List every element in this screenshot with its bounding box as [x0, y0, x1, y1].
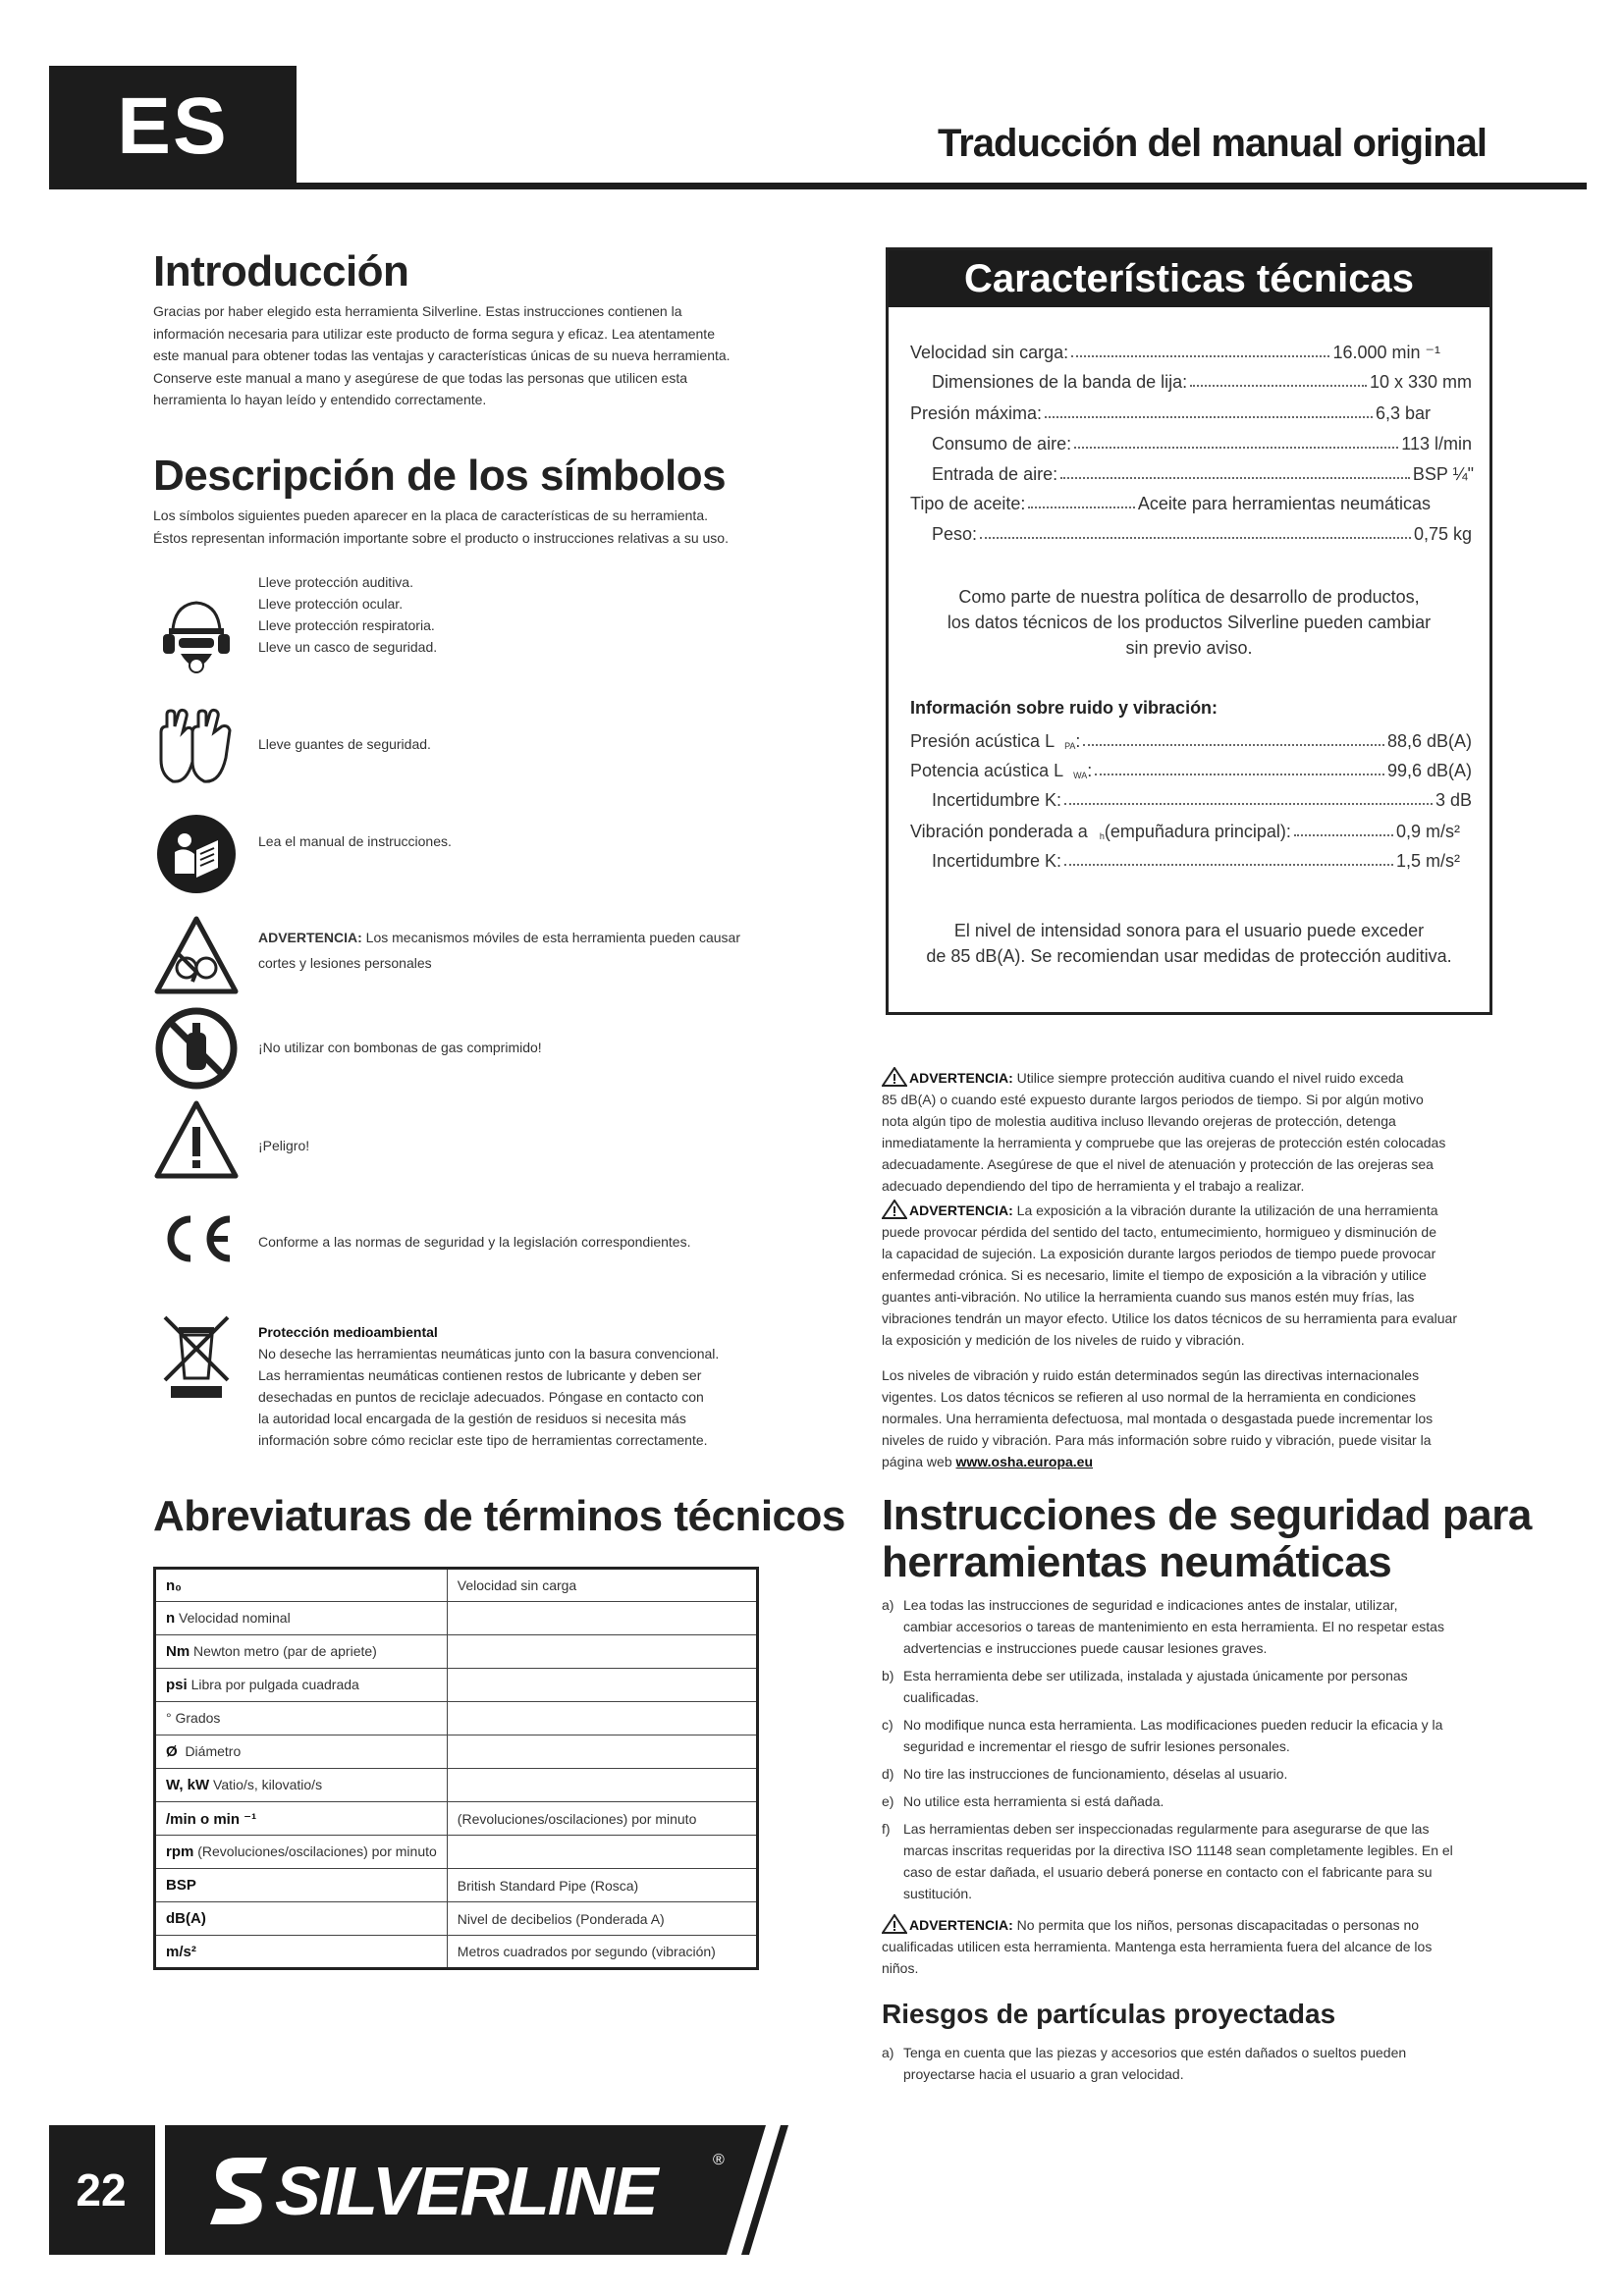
- warning-triangle-icon: [882, 1200, 907, 1219]
- gloves-icon: [153, 703, 240, 789]
- abbrev-term: rpm: [166, 1843, 194, 1860]
- warning-line: enfermedad crónica. Si es necesario, limite el tiempo de exposición a la vibración y utilice: [882, 1267, 1427, 1283]
- noise-note-line: de 85 dB(A). Se recomiendan usar medidas de protección auditiva.: [926, 946, 1452, 966]
- noise-note: [889, 918, 1489, 969]
- noise-row: Potencia acústica L $_{WA}$ : 99,6 dB(A): [910, 761, 1472, 780]
- spec-row: [932, 434, 1472, 454]
- noise-label-2: (empuñadura principal):: [1104, 822, 1291, 841]
- ppe-line: Lleve protección respiratoria.: [258, 617, 435, 633]
- abbrev-term-cell: [155, 1902, 448, 1936]
- table-row: [155, 1836, 758, 1869]
- noise-value: 3 dB: [1435, 790, 1472, 810]
- warning-line: adecuado dependiendo del tipo de herramienta y el trabajo a realizar.: [882, 1178, 1305, 1194]
- abbrev-term-cell: [155, 1602, 448, 1635]
- list-line: No utilice esta herramienta si está dañada.: [903, 1793, 1164, 1809]
- intro-line: herramienta lo hayan leído y entendido correctamente.: [153, 392, 487, 407]
- warning-line: la capacidad de sujeción. La exposición durante largos periodos de tiempo puede provocar: [882, 1246, 1436, 1261]
- abbrev-term-cell: [155, 1936, 448, 1969]
- abbrev-heading: Abreviaturas de términos técnicos: [153, 1492, 845, 1540]
- abbrev-description: Nivel de decibelios (Ponderada A): [447, 1902, 757, 1936]
- danger-text: ¡Peligro!: [258, 1138, 310, 1153]
- environment-line: la autoridad local encargada de la gestión de residuos si necesita más: [258, 1411, 686, 1426]
- table-row: [155, 1569, 758, 1602]
- list-item: [882, 1594, 1481, 1659]
- manual-text: Lea el manual de instrucciones.: [258, 833, 452, 849]
- list-line: cualificadas.: [903, 1689, 980, 1705]
- symbols-heading: Descripción de los símbolos: [153, 452, 727, 500]
- environment-line: información sobre cómo reciclar este tipo de herramientas correctamente.: [258, 1432, 708, 1448]
- intro-text: [153, 300, 742, 411]
- environment-line: No deseche las herramientas neumáticas junto con la basura convencional.: [258, 1346, 720, 1362]
- abbrev-term: BSP: [166, 1877, 196, 1894]
- list-item: [882, 1714, 1481, 1757]
- spec-row: [910, 403, 1431, 424]
- noise-row: [932, 851, 1460, 872]
- spec-value: BSP ¼": [1412, 464, 1474, 484]
- projected-particles-list: [882, 2042, 1481, 2091]
- symbols-intro-line: Éstos representan información importante sobre el producto o instrucciones relativas a su uso.: [153, 529, 729, 546]
- abbrev-table: [153, 1567, 759, 1970]
- intro-line: información necesaria para utilizar este producto de forma segura y eficaz. Lea atentamente: [153, 325, 715, 342]
- list-line: sustitución.: [903, 1886, 973, 1901]
- abbrev-description: (Revoluciones/oscilaciones) por minuto: [447, 1802, 757, 1836]
- noise-value: 0,9 m/s²: [1395, 822, 1460, 841]
- moving-parts-line: Los mecanismos móviles de esta herramienta pueden causar: [361, 930, 740, 945]
- safety-list: [882, 1594, 1481, 1910]
- warning-line: Utilice siempre protección auditiva cuando el nivel ruido exceda: [1012, 1070, 1404, 1086]
- abbrev-term-cell: [155, 1836, 448, 1869]
- children-warning: [882, 1914, 1481, 1979]
- abbrev-term: Ø: [166, 1743, 178, 1760]
- abbrev-description: [447, 1669, 757, 1702]
- moving-parts-line: cortes y lesiones personales: [258, 955, 432, 971]
- spec-label: Peso:: [932, 524, 978, 544]
- table-row: [155, 1735, 758, 1769]
- abbrev-inline-desc: Diámetro: [177, 1743, 242, 1759]
- table-row: [155, 1602, 758, 1635]
- abbrev-description: Velocidad sin carga: [447, 1569, 757, 1602]
- ce-text: Conforme a las normas de seguridad y la legislación correspondientes.: [258, 1234, 691, 1250]
- policy-line: los datos técnicos de los productos Silverline pueden cambiar: [947, 613, 1432, 632]
- environment-line: desechadas en puntos de reciclaje adecuados. Póngase en contacto con: [258, 1389, 704, 1405]
- paragraph-line: normales. Una herramienta defectuosa, mal montada o desgastada puede incrementar los: [882, 1411, 1434, 1426]
- warning-label: ADVERTENCIA:: [909, 1070, 1013, 1086]
- abbrev-term-cell: [155, 1735, 448, 1769]
- list-line: caso de estar dañada, el usuario deberá ponerse en contacto con el fabricante para su: [903, 1864, 1433, 1880]
- warning-line: inmediatamente la herramienta y compruebe que las orejeras de protección estén colocadas: [882, 1135, 1446, 1150]
- footer-separator: [155, 2125, 165, 2255]
- list-line: advertencias e instrucciones puede causar lesiones graves.: [903, 1640, 1268, 1656]
- abbrev-term-cell: [155, 1802, 448, 1836]
- list-item: [882, 2042, 1481, 2085]
- noise-row: [932, 790, 1472, 811]
- abbrev-term-cell: [155, 1569, 448, 1602]
- spec-row: [910, 343, 1440, 363]
- noise-label: Incertidumbre K:: [932, 851, 1062, 871]
- spec-policy-note: [889, 584, 1489, 661]
- noise-sub: h: [1099, 831, 1105, 841]
- vibration-warning: [882, 1200, 1481, 1351]
- ppe-line: Lleve un casco de seguridad.: [258, 639, 438, 655]
- intro-line: Gracias por haber elegido esta herramienta Silverline. Estas instrucciones contienen la: [153, 303, 682, 319]
- warning-label: ADVERTENCIA:: [909, 1917, 1013, 1933]
- warning-line: No permita que los niños, personas discapacitadas o personas no: [1012, 1917, 1420, 1933]
- table-row: [155, 1936, 758, 1969]
- table-row: [155, 1902, 758, 1936]
- spec-row: [910, 494, 1431, 514]
- spec-value: 16.000 min ⁻¹: [1332, 343, 1440, 362]
- intro-line: Conserve este manual a mano y asegúrese de que todas las personas que utilicen esta: [153, 369, 688, 386]
- list-line: Tenga en cuenta que las piezas y accesorios que estén dañados o sueltos pueden: [903, 2045, 1407, 2060]
- table-row: [155, 1702, 758, 1735]
- warning-line: puede provocar pérdida del sentido del tacto, entumecimiento, hormigueo y disminución de: [882, 1224, 1437, 1240]
- paragraph-line: niveles de ruido y vibración. Para más información sobre ruido y vibración, puede visitar la: [882, 1432, 1432, 1448]
- silverline-logo: [206, 2138, 736, 2242]
- warning-line: niños.: [882, 1960, 919, 1976]
- abbrev-description: [447, 1836, 757, 1869]
- abbrev-inline-desc: (Revoluciones/oscilaciones) por minuto: [193, 1843, 437, 1859]
- list-marker: a): [882, 1597, 894, 1613]
- no-gas-cylinder-icon: [153, 1005, 240, 1092]
- spec-value: 6,3 bar: [1375, 403, 1431, 423]
- logo-hook-icon: [206, 2146, 275, 2234]
- header-rule: [49, 183, 1587, 189]
- spec-row: [932, 464, 1474, 485]
- noise-value: 99,6 dB(A): [1386, 761, 1472, 780]
- noise-label: Potencia acústica L: [910, 761, 1064, 780]
- list-line: No modifique nunca esta herramienta. Las modificaciones pueden reducir la eficacia y la: [903, 1717, 1443, 1733]
- table-row: [155, 1669, 758, 1702]
- abbrev-description: [447, 1735, 757, 1769]
- policy-line: sin previo aviso.: [1125, 638, 1253, 658]
- environment-line: Las herramientas neumáticas contienen restos de lubricante y deben ser: [258, 1367, 702, 1383]
- noise-levels-paragraph: [882, 1364, 1481, 1472]
- spec-box: [886, 247, 1492, 1015]
- page-number: 22: [76, 2164, 127, 2216]
- moving-parts-warning-icon: [153, 913, 240, 999]
- warning-line: vibraciones tendrán un mayor efecto. Utilice los datos técnicos de su herramienta para evaluar: [882, 1310, 1457, 1326]
- gloves-text: Lleve guantes de seguridad.: [258, 736, 431, 752]
- ppe-text: [258, 571, 437, 658]
- spec-label: Dimensiones de la banda de lija:: [932, 372, 1188, 392]
- table-row: [155, 1802, 758, 1836]
- intro-line: este manual para obtener todas las ventajas y características únicas de su nueva herramienta.: [153, 347, 731, 363]
- registered-mark: ®: [713, 2152, 725, 2168]
- paragraph-line: vigentes. Los datos técnicos se refieren al uso normal de la herramienta en condiciones: [882, 1389, 1416, 1405]
- language-badge: ES: [49, 66, 297, 187]
- warning-label: ADVERTENCIA:: [909, 1202, 1013, 1218]
- warning-line: la exposición y medición de los niveles de ruido y vibración.: [882, 1332, 1245, 1348]
- warning-triangle-icon: [882, 1914, 907, 1934]
- intro-heading: Introducción: [153, 247, 409, 295]
- list-item: [882, 1790, 1481, 1812]
- abbrev-description: British Standard Pipe (Rosca): [447, 1869, 757, 1902]
- ppe-icon: [153, 593, 240, 679]
- abbrev-term: dB(A): [166, 1910, 206, 1927]
- abbrev-term: /min o min ⁻¹: [166, 1810, 257, 1828]
- ce-mark-icon: [153, 1196, 240, 1282]
- noise-label: Incertidumbre K:: [932, 790, 1062, 810]
- noise-sub: WA: [1073, 771, 1088, 780]
- spec-value: 0,75 kg: [1413, 524, 1472, 544]
- warning-label: ADVERTENCIA:: [258, 930, 362, 945]
- spec-label: Entrada de aire:: [932, 464, 1058, 484]
- abbrev-description: [447, 1635, 757, 1669]
- noise-heading: Información sobre ruido y vibración:: [910, 698, 1218, 718]
- abbrev-term: n₀: [166, 1576, 182, 1594]
- list-line: cambiar accesorios o tareas de mantenimiento en esta herramienta. El no respetar estas: [903, 1619, 1444, 1634]
- list-item: [882, 1818, 1481, 1904]
- ppe-line: Lleve protección auditiva.: [258, 574, 413, 590]
- abbrev-term: psi: [166, 1677, 188, 1693]
- footer-white-area: [727, 2125, 1591, 2255]
- list-line: seguridad e incrementar el riesgo de sufrir lesiones personales.: [903, 1738, 1290, 1754]
- noise-sub: PA: [1064, 741, 1076, 751]
- spec-row: [932, 524, 1472, 545]
- list-line: Las herramientas deben ser inspeccionadas regularmente para asegurarse de que las: [903, 1821, 1430, 1837]
- ppe-line: Lleve protección ocular.: [258, 596, 404, 612]
- environment-text: [258, 1321, 719, 1451]
- moving-parts-text: [258, 927, 740, 974]
- warning-line: guantes anti-vibración. No utilice la herramienta cuando sus manos estén muy frías, las: [882, 1289, 1415, 1305]
- osha-link[interactable]: www.osha.europa.eu: [955, 1454, 1094, 1469]
- projected-particles-heading: Riesgos de partículas proyectadas: [882, 1999, 1336, 2029]
- spec-heading: Características técnicas: [889, 250, 1489, 307]
- safety-heading-line: Instrucciones de seguridad para: [882, 1491, 1532, 1539]
- list-item: [882, 1665, 1481, 1708]
- list-line: Esta herramienta debe ser utilizada, instalada y ajustada únicamente por personas: [903, 1668, 1408, 1683]
- danger-icon: [153, 1097, 240, 1184]
- symbols-intro-line: Los símbolos siguientes pueden aparecer en la placa de características de su herramienta.: [153, 507, 708, 523]
- list-marker: d): [882, 1766, 894, 1782]
- table-row: [155, 1769, 758, 1802]
- list-line: No tire las instrucciones de funcionamiento, déselas al usuario.: [903, 1766, 1288, 1782]
- safety-heading-line: herramientas neumáticas: [882, 1538, 1392, 1586]
- spec-label: Consumo de aire:: [932, 434, 1072, 454]
- symbols-intro: [153, 505, 762, 549]
- list-marker: b): [882, 1668, 894, 1683]
- noise-label: Presión acústica L: [910, 731, 1056, 751]
- list-marker: a): [882, 2045, 894, 2060]
- list-marker: f): [882, 1821, 891, 1837]
- abbrev-term: n: [166, 1610, 176, 1627]
- noise-value: 1,5 m/s²: [1395, 851, 1460, 871]
- abbrev-term: W, kW: [166, 1777, 210, 1793]
- abbrev-term: m/s²: [166, 1943, 196, 1960]
- manual-icon: [153, 811, 240, 897]
- abbrev-term-cell: [155, 1869, 448, 1902]
- noise-note-line: El nivel de intensidad sonora para el usuario puede exceder: [953, 921, 1425, 940]
- spec-row: [932, 372, 1472, 393]
- noise-row: Presión acústica L $_{PA}$ : 88,6 dB(A): [910, 731, 1472, 751]
- abbrev-term-cell: [155, 1635, 448, 1669]
- brand-name: SILVERLINE: [275, 2153, 657, 2229]
- table-row: [155, 1869, 758, 1902]
- safety-heading: [882, 1492, 1532, 1586]
- spec-value: 113 l/min: [1401, 434, 1472, 454]
- spec-label: Tipo de aceite:: [910, 494, 1026, 513]
- abbrev-description: Metros cuadrados por segundo (vibración): [447, 1936, 757, 1969]
- warning-line: adecuadamente. Asegúrese de que el nivel de atenuación y protección de las orejeras sea: [882, 1156, 1434, 1172]
- abbrev-term-cell: [155, 1669, 448, 1702]
- list-marker: e): [882, 1793, 894, 1809]
- abbrev-term: Nm: [166, 1643, 190, 1660]
- warning-line: La exposición a la vibración durante la utilización de una herramienta: [1012, 1202, 1438, 1218]
- abbrev-inline-desc: Velocidad nominal: [175, 1610, 291, 1626]
- warning-triangle-icon: [882, 1067, 907, 1087]
- abbrev-description: [447, 1769, 757, 1802]
- table-row: [155, 1635, 758, 1669]
- list-line: Lea todas las instrucciones de seguridad e indicaciones antes de instalar, utilizar,: [903, 1597, 1398, 1613]
- list-item: [882, 1763, 1481, 1785]
- spec-value: 10 x 330 mm: [1369, 372, 1472, 392]
- abbrev-inline-desc: ° Grados: [166, 1710, 221, 1726]
- abbrev-term-cell: [155, 1769, 448, 1802]
- list-line: marcas inscritas requeridas por la directiva ISO 11148 sean completamente legibles. En el: [903, 1842, 1453, 1858]
- paragraph-line: página web: [882, 1454, 956, 1469]
- warning-line: 85 dB(A) o cuando esté expuesto durante largos periodos de tiempo. Si por algún motivo: [882, 1092, 1424, 1107]
- no-gas-text: ¡No utilizar con bombonas de gas comprimido!: [258, 1040, 542, 1055]
- environment-title: Protección medioambiental: [258, 1324, 438, 1340]
- wheelie-bin-icon: [153, 1313, 240, 1400]
- noise-value: 88,6 dB(A): [1386, 731, 1472, 751]
- noise-label: Vibración ponderada a: [910, 822, 1088, 841]
- list-marker: c): [882, 1717, 893, 1733]
- page-title: Traducción del manual original: [937, 122, 1487, 165]
- abbrev-inline-desc: Libra por pulgada cuadrada: [187, 1677, 359, 1692]
- spec-label: Presión máxima:: [910, 403, 1043, 423]
- warning-line: nota algún tipo de molestia auditiva incluso llevando orejeras de protección, detenga: [882, 1113, 1396, 1129]
- warning-line: cualificadas utilicen esta herramienta. Mantenga esta herramienta fuera del alcance de los: [882, 1939, 1433, 1954]
- policy-line: Como parte de nuestra política de desarrollo de productos,: [958, 587, 1420, 607]
- abbrev-inline-desc: Newton metro (par de apriete): [189, 1643, 377, 1659]
- spec-value: Aceite para herramientas neumáticas: [1137, 494, 1431, 513]
- abbrev-description: [447, 1602, 757, 1635]
- list-line: proyectarse hacia el usuario a gran velocidad.: [903, 2066, 1184, 2082]
- abbrev-inline-desc: Vatio/s, kilovatio/s: [209, 1777, 323, 1792]
- abbrev-description: [447, 1702, 757, 1735]
- hearing-warning: [882, 1067, 1481, 1197]
- paragraph-line: Los niveles de vibración y ruido están determinados según las directivas internacionales: [882, 1367, 1420, 1383]
- abbrev-term-cell: [155, 1702, 448, 1735]
- spec-label: Velocidad sin carga:: [910, 343, 1069, 362]
- noise-row: [910, 822, 1460, 842]
